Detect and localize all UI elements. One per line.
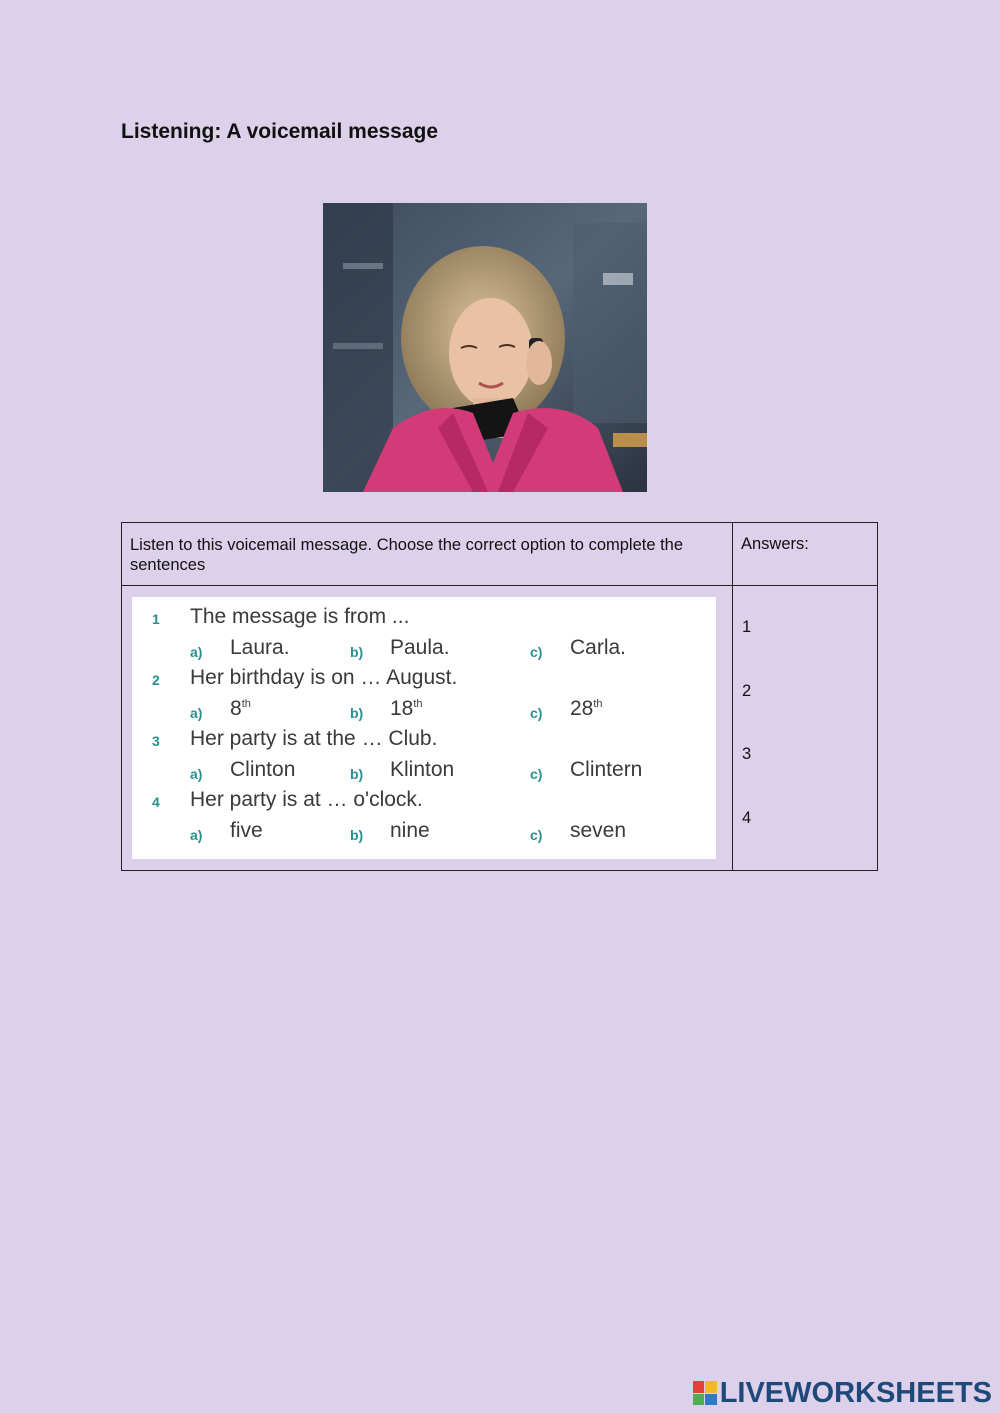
option-value: 8th [230, 697, 251, 720]
option-value: Paula. [390, 636, 450, 659]
liveworksheets-logo-icon [693, 1381, 717, 1405]
option-label: a) [190, 827, 203, 843]
option-value: Clintern [570, 758, 643, 781]
answers-header-cell [733, 523, 878, 586]
option-value: Laura. [230, 636, 290, 659]
question-number: 2 [152, 672, 160, 688]
answer-4-field[interactable]: 4 [742, 809, 752, 827]
answer-2-field[interactable]: 2 [742, 682, 752, 700]
instruction-cell [122, 523, 733, 586]
option-value: Clinton [230, 758, 296, 781]
brand-text: LIVEWORKSHEETS [719, 1376, 992, 1409]
brand-watermark [693, 1378, 992, 1408]
option-label: c) [530, 644, 543, 660]
option-label: c) [530, 705, 543, 721]
option-label: c) [530, 766, 543, 782]
option-value: Carla. [570, 636, 627, 659]
woman-on-phone-photo [323, 203, 647, 492]
option-value: nine [390, 819, 430, 842]
option-label: b) [350, 644, 364, 660]
answer-3-field[interactable]: 3 [742, 745, 752, 763]
questions-cell [122, 586, 733, 871]
option-value: 28th [570, 697, 603, 720]
question-number: 3 [152, 733, 160, 749]
question-text: Her party is at the … Club. [190, 727, 438, 750]
questions-image [132, 597, 716, 859]
page-title: Listening: A voicemail message [121, 120, 439, 143]
option-label: c) [530, 827, 543, 843]
option-value: 18th [390, 697, 423, 720]
question-text: Her birthday is on … August. [190, 666, 458, 689]
option-label: b) [350, 705, 364, 721]
question-text: Her party is at … o'clock. [190, 788, 423, 811]
answers-header: Answers: [741, 535, 809, 553]
option-label: b) [350, 766, 364, 782]
question-number: 1 [152, 611, 160, 627]
instruction-text: Listen to this voicemail message. Choose the correct option to complete the sentences [130, 536, 684, 574]
question-text: The message is from ... [190, 605, 410, 628]
option-value: seven [570, 819, 627, 842]
option-value: five [230, 819, 263, 842]
option-label: a) [190, 705, 203, 721]
answer-1-field[interactable]: 1 [742, 618, 752, 636]
task-table [121, 522, 878, 871]
question-number: 4 [152, 794, 160, 810]
option-label: a) [190, 766, 203, 782]
option-value: Klinton [390, 758, 455, 781]
option-label: a) [190, 644, 203, 660]
option-label: b) [350, 827, 364, 843]
answers-cell [733, 586, 878, 871]
